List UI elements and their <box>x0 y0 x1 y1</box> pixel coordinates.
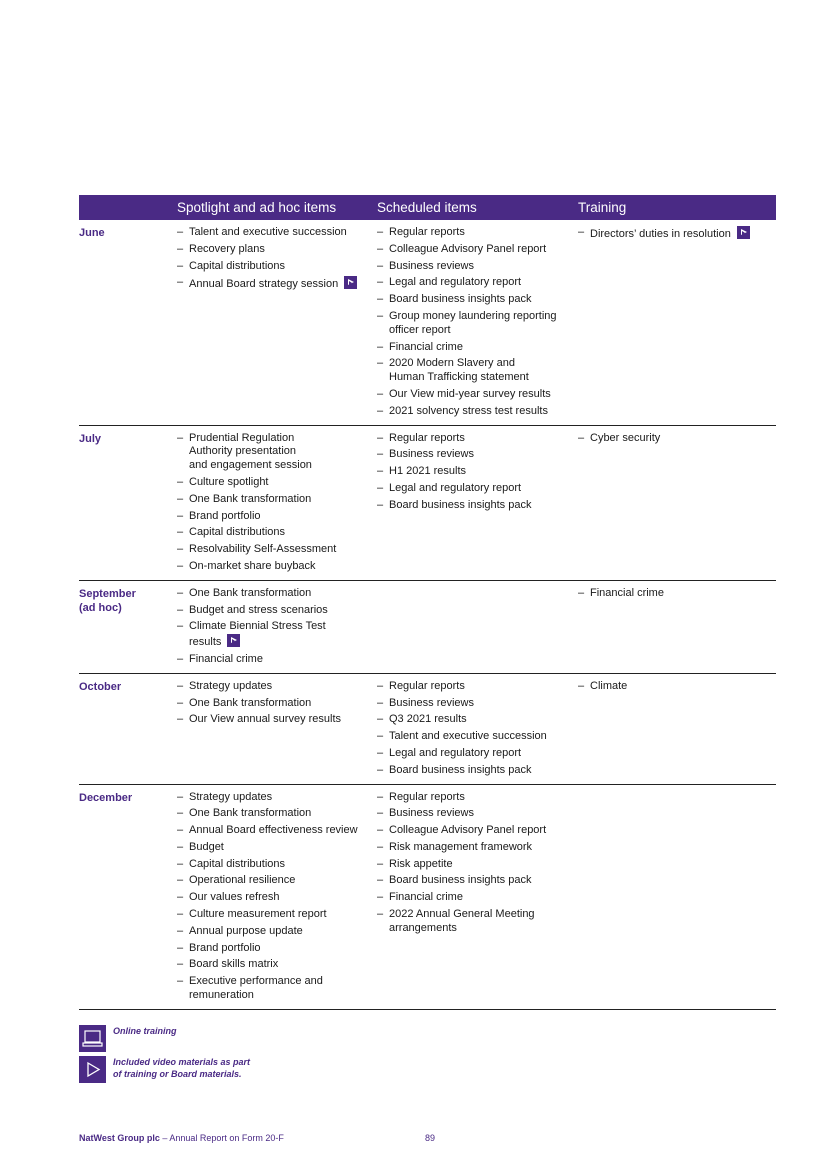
table-row <box>79 220 776 426</box>
spotlight-list <box>177 680 377 727</box>
footer-doc: – Annual Report on Form 20-F <box>159 1133 284 1143</box>
list-item <box>177 260 377 274</box>
legend-online-label: Online training <box>113 1026 177 1036</box>
list-item <box>377 432 578 446</box>
training-cell <box>578 587 776 670</box>
list-item <box>177 925 377 939</box>
scheduled-list <box>377 791 578 936</box>
list-item <box>177 958 377 972</box>
list-item <box>177 713 377 727</box>
training-list <box>578 587 776 601</box>
scheduled-cell <box>377 226 578 422</box>
list-item-text: Business reviews <box>389 696 474 709</box>
table-body <box>79 220 776 1010</box>
list-item <box>377 858 578 872</box>
list-item-text: Resolvability Self-Assessment <box>189 543 337 556</box>
list-item <box>377 807 578 821</box>
list-item <box>377 226 578 240</box>
list-item-text: One Bank transformation <box>189 586 312 599</box>
table-row <box>79 674 776 785</box>
list-item <box>377 824 578 838</box>
list-item <box>377 891 578 905</box>
list-item-text: Legal and regulatory report <box>389 481 522 494</box>
list-item <box>377 730 578 744</box>
list-item-text: Budget and stress scenarios <box>189 603 328 616</box>
list-item-text: Our View mid-year survey results <box>389 387 551 400</box>
legend-video-label: Included video materials as part of training or Board materials. <box>113 1057 251 1079</box>
legend <box>79 1025 250 1087</box>
footer-company: NatWest Group plc <box>79 1133 160 1143</box>
laptop-icon <box>79 1025 106 1052</box>
list-item <box>377 388 578 402</box>
list-item <box>177 620 377 650</box>
list-item-text: Legal and regulatory report <box>389 276 522 289</box>
list-item-text: Board skills matrix <box>189 958 279 971</box>
list-item <box>377 293 578 307</box>
header-training: Training <box>578 200 627 215</box>
board-activity-table <box>79 195 776 1010</box>
list-item-text: Strategy updates <box>189 790 273 803</box>
scheduled-list <box>377 680 578 778</box>
list-item-text: Risk management framework <box>389 840 533 853</box>
list-item <box>177 680 377 694</box>
list-item-text: Cyber security <box>590 431 661 444</box>
list-item-text: Capital distributions <box>189 857 285 870</box>
list-item-text: Business reviews <box>389 448 474 461</box>
list-item-text: Legal and regulatory report <box>389 746 522 759</box>
list-item-text: Culture spotlight <box>189 475 269 488</box>
spotlight-list <box>177 226 377 292</box>
month-label: September (ad hoc) <box>79 587 136 614</box>
scheduled-cell <box>377 587 578 670</box>
list-item <box>377 448 578 462</box>
training-cell <box>578 680 776 781</box>
list-item-text: Financial crime <box>389 891 463 904</box>
spotlight-cell <box>177 587 377 670</box>
list-item-text: Recovery plans <box>189 242 265 255</box>
list-item-text: On-market share buyback <box>189 559 316 572</box>
list-item-text: Capital distributions <box>189 259 285 272</box>
list-item-text: 2020 Modern Slavery and Human Trafficking statement <box>389 357 529 384</box>
list-item <box>177 510 377 524</box>
spotlight-cell <box>177 432 377 577</box>
list-item <box>377 764 578 778</box>
list-item-text: Climate <box>590 679 628 692</box>
list-item-text: Talent and executive succession <box>389 730 547 743</box>
list-item <box>177 824 377 838</box>
list-item-text: Risk appetite <box>389 857 453 870</box>
list-item-text: Annual purpose update <box>189 924 303 937</box>
list-item <box>377 680 578 694</box>
scheduled-cell <box>377 680 578 781</box>
list-item <box>377 465 578 479</box>
list-item <box>578 226 776 242</box>
list-item <box>377 276 578 290</box>
list-item <box>377 310 578 338</box>
list-item-text: One Bank transformation <box>189 492 312 505</box>
list-item-text: Operational resilience <box>189 874 296 887</box>
list-item <box>578 680 776 694</box>
list-item <box>177 858 377 872</box>
list-item <box>377 908 578 936</box>
spotlight-cell <box>177 791 377 1006</box>
list-item-text: 2022 Annual General Meeting arrangements <box>389 908 535 934</box>
list-item-text: Executive performance and remuneration <box>189 975 323 1002</box>
list-item-text: H1 2021 results <box>389 465 467 478</box>
list-item <box>177 807 377 821</box>
list-item-text: Regular reports <box>389 226 465 238</box>
list-item-text: One Bank transformation <box>189 807 312 820</box>
spotlight-cell <box>177 226 377 422</box>
list-item <box>377 260 578 274</box>
list-item <box>177 942 377 956</box>
list-item-text: Financial crime <box>189 652 263 665</box>
list-item-text: Q3 2021 results <box>389 713 467 726</box>
training-cell <box>578 791 776 1006</box>
table-header <box>79 195 776 220</box>
list-item-text: Annual Board strategy session <box>189 278 339 291</box>
training-cell <box>578 432 776 577</box>
list-item <box>578 587 776 601</box>
list-item-text: Our View annual survey results <box>189 713 342 726</box>
list-item <box>177 604 377 618</box>
list-item <box>177 493 377 507</box>
list-item-text: Budget <box>189 840 224 853</box>
footer <box>79 1133 284 1143</box>
list-item-text: One Bank transformation <box>189 696 312 709</box>
list-item <box>177 653 377 667</box>
list-item <box>377 243 578 257</box>
scheduled-cell <box>377 432 578 577</box>
list-item <box>377 874 578 888</box>
list-item <box>177 841 377 855</box>
video-play-icon[interactable] <box>344 276 357 289</box>
list-item-text: Colleague Advisory Panel report <box>389 242 547 255</box>
video-play-icon[interactable] <box>227 634 240 647</box>
table-row <box>79 785 776 1010</box>
list-item <box>177 476 377 490</box>
list-item-text: Annual Board effectiveness review <box>189 824 358 837</box>
list-item-text: Culture measurement report <box>189 908 327 921</box>
list-item-text: Board business insights pack <box>389 498 532 511</box>
list-item <box>177 432 377 473</box>
spotlight-cell <box>177 680 377 781</box>
list-item-text: Brand portfolio <box>189 941 261 954</box>
list-item <box>377 357 578 385</box>
list-item-text: Colleague Advisory Panel report <box>389 824 547 837</box>
list-item <box>578 432 776 446</box>
list-item <box>177 543 377 557</box>
list-item-text: Strategy updates <box>189 679 273 692</box>
list-item <box>377 405 578 419</box>
list-item-text: Financial crime <box>590 586 664 599</box>
month-label: June <box>79 227 105 239</box>
list-item-text: Regular reports <box>389 431 465 444</box>
list-item <box>177 226 377 240</box>
scheduled-cell <box>377 791 578 1006</box>
list-item-text: Climate Biennial Stress Test results <box>189 620 326 649</box>
list-item-text: Board business insights pack <box>389 293 532 306</box>
list-item <box>177 874 377 888</box>
header-scheduled: Scheduled items <box>377 200 477 215</box>
list-item <box>177 587 377 601</box>
list-item <box>177 791 377 805</box>
list-item <box>177 891 377 905</box>
list-item-text: Business reviews <box>389 259 474 272</box>
list-item-text: Financial crime <box>389 340 463 353</box>
table-row <box>79 426 776 581</box>
list-item-text: Brand portfolio <box>189 509 261 522</box>
list-item <box>177 243 377 257</box>
list-item <box>177 526 377 540</box>
page-number: 89 <box>425 1133 436 1143</box>
scheduled-list <box>377 432 578 513</box>
header-spotlight: Spotlight and ad hoc items <box>177 200 337 215</box>
list-item-text: Prudential Regulation Authority presentation and engagement session <box>189 431 312 472</box>
month-label: July <box>79 432 102 445</box>
list-item <box>377 747 578 761</box>
list-item <box>377 841 578 855</box>
training-list <box>578 432 776 446</box>
list-item-text: Board business insights pack <box>389 763 532 776</box>
training-list <box>578 680 776 694</box>
list-item-text: Group money laundering reporting officer report <box>389 309 557 336</box>
spotlight-list <box>177 587 377 667</box>
spotlight-list <box>177 432 377 574</box>
list-item-text: Board business insights pack <box>389 874 532 887</box>
list-item-text: Directors’ duties in resolution <box>590 228 731 240</box>
video-play-icon[interactable] <box>737 226 750 239</box>
list-item-text: Regular reports <box>389 679 465 692</box>
list-item <box>177 697 377 711</box>
list-item <box>177 560 377 574</box>
scheduled-list <box>377 226 578 419</box>
list-item <box>377 341 578 355</box>
list-item <box>177 908 377 922</box>
legend-video-materials <box>79 1056 250 1083</box>
list-item <box>377 499 578 513</box>
training-cell <box>578 226 776 422</box>
list-item <box>177 276 377 292</box>
list-item <box>377 791 578 805</box>
list-item <box>177 975 377 1003</box>
list-item-text: Talent and executive succession <box>189 226 347 238</box>
list-item <box>377 697 578 711</box>
spotlight-list <box>177 791 377 1003</box>
training-list <box>578 226 776 242</box>
play-icon <box>79 1056 106 1083</box>
table-row <box>79 581 776 674</box>
month-label: October <box>79 680 122 693</box>
list-item-text: Our values refresh <box>189 891 280 904</box>
legend-online-training <box>79 1025 250 1052</box>
list-item-text: 2021 solvency stress test results <box>389 404 548 417</box>
list-item-text: Capital distributions <box>189 526 285 539</box>
list-item <box>377 482 578 496</box>
list-item-text: Regular reports <box>389 790 465 803</box>
month-label: December <box>79 791 133 804</box>
list-item <box>377 713 578 727</box>
list-item-text: Business reviews <box>389 807 474 820</box>
